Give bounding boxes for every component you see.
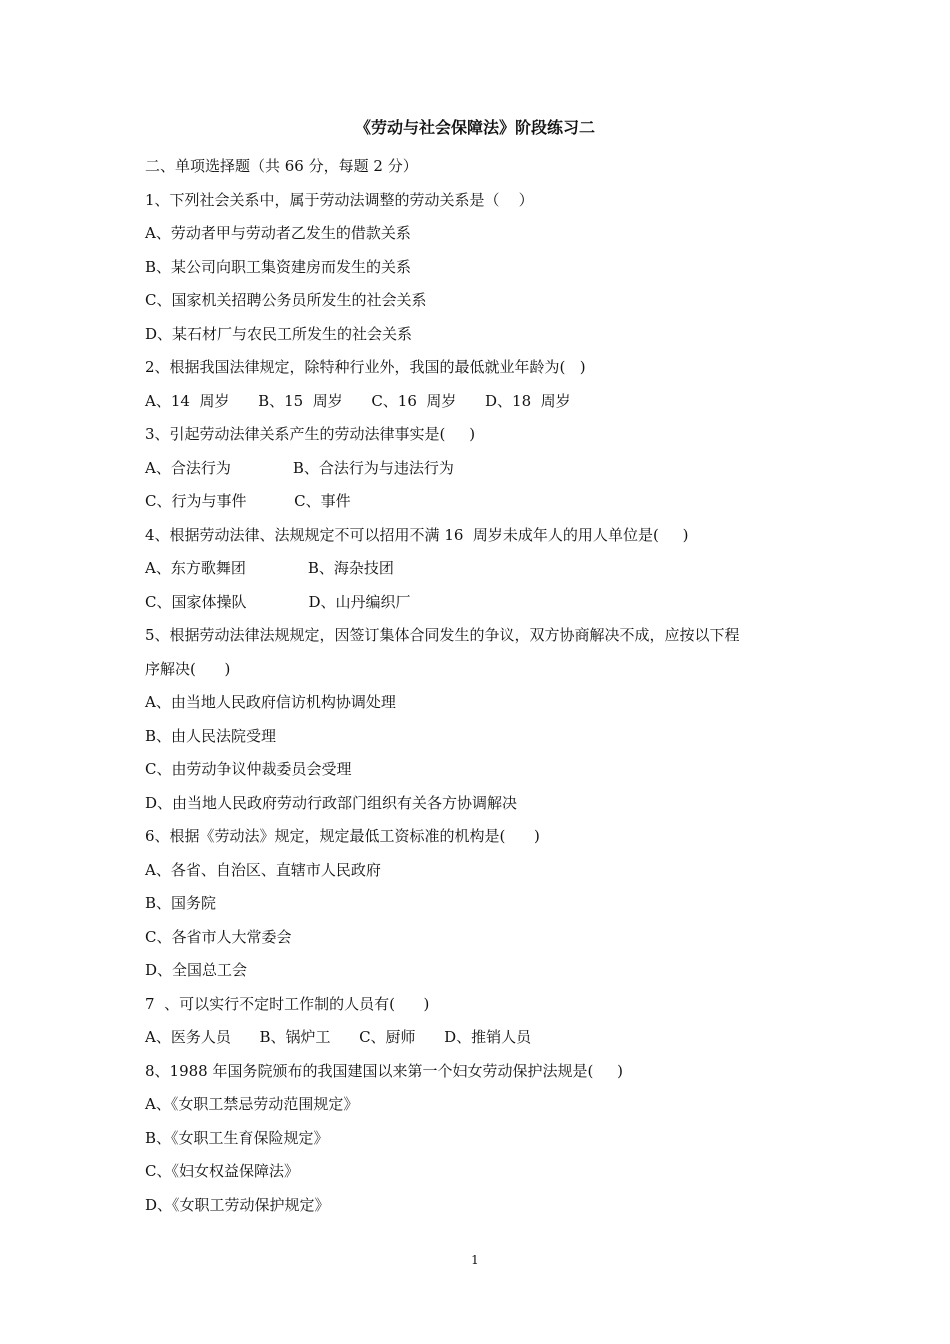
text-line: 3、引起劳动法律关系产生的劳动法律事实是( )	[145, 425, 476, 443]
text-line: C、各省市人大常委会	[145, 927, 292, 946]
text-line: D、某石材厂与农民工所发生的社会关系	[145, 324, 413, 343]
text-line: A、《女职工禁忌劳动范围规定》	[145, 1095, 359, 1113]
text-line: A、医务人员 B、锅炉工 C、厨师 D、推销人员	[145, 1028, 532, 1046]
text-line: 8、1988 年国务院颁布的我国建国以来第一个妇女劳动保护法规是( )	[145, 1061, 624, 1080]
text-line: A、劳动者甲与劳动者乙发生的借款关系	[145, 224, 411, 242]
text-line: 序解决( )	[145, 659, 231, 678]
text-line: B、某公司向职工集资建房而发生的关系	[145, 257, 412, 276]
text-line: C、国家体操队 D、山丹编织厂	[145, 592, 411, 611]
text-line: A、合法行为 B、合法行为与违法行为	[145, 458, 454, 477]
text-line: A、各省、自治区、直辖市人民政府	[145, 860, 381, 879]
text-line: C、由劳动争议仲裁委员会受理	[145, 760, 352, 778]
text-line: C、行为与事件 C、事件	[145, 492, 351, 510]
text-line: C、《妇女权益保障法》	[145, 1162, 299, 1180]
text-line: A、由当地人民政府信访机构协调处理	[145, 693, 396, 711]
text-line: B、由人民法院受理	[145, 726, 277, 745]
text-line: 4、根据劳动法律、法规规定不可以招用不满 16 周岁未成年人的用人单位是( )	[145, 525, 689, 544]
document-title: 《劳动与社会保障法》阶段练习二	[354, 118, 595, 137]
text-line: B、国务院	[145, 894, 217, 912]
text-line: 1、下列社会关系中，属于劳动法调整的劳动关系是（ ）	[145, 190, 534, 209]
question-list	[145, 150, 825, 1222]
text-line: C、国家机关招聘公务员所发生的社会关系	[145, 291, 427, 309]
text-line: 6、根据《劳动法》规定，规定最低工资标准的机构是( )	[145, 827, 540, 845]
text-line: A、东方歌舞团 B、海杂技团	[145, 559, 394, 577]
text-line: 2、根据我国法律规定，除特种行业外，我国的最低就业年龄为( )	[145, 358, 586, 376]
text-line: 7 、可以实行不定时工作制的人员有( )	[145, 994, 430, 1013]
text-line: 二、单项选择题（共 66 分，每题 2 分）	[145, 157, 418, 175]
text-line: 5、根据劳动法律法规规定，因签订集体合同发生的争议，双方协商解决不成，应按以下程	[145, 626, 740, 644]
text-line: B、《女职工生育保险规定》	[145, 1128, 329, 1147]
text-line: D、由当地人民政府劳动行政部门组织有关各方协调解决	[145, 793, 518, 812]
text-line: D、全国总工会	[145, 961, 248, 979]
text-line: A、14 周岁 B、15 周岁 C、16 周岁 D、18 周岁	[145, 391, 571, 410]
text-line: D、《女职工劳动保护规定》	[145, 1195, 330, 1214]
page-number: 1	[471, 1253, 479, 1267]
